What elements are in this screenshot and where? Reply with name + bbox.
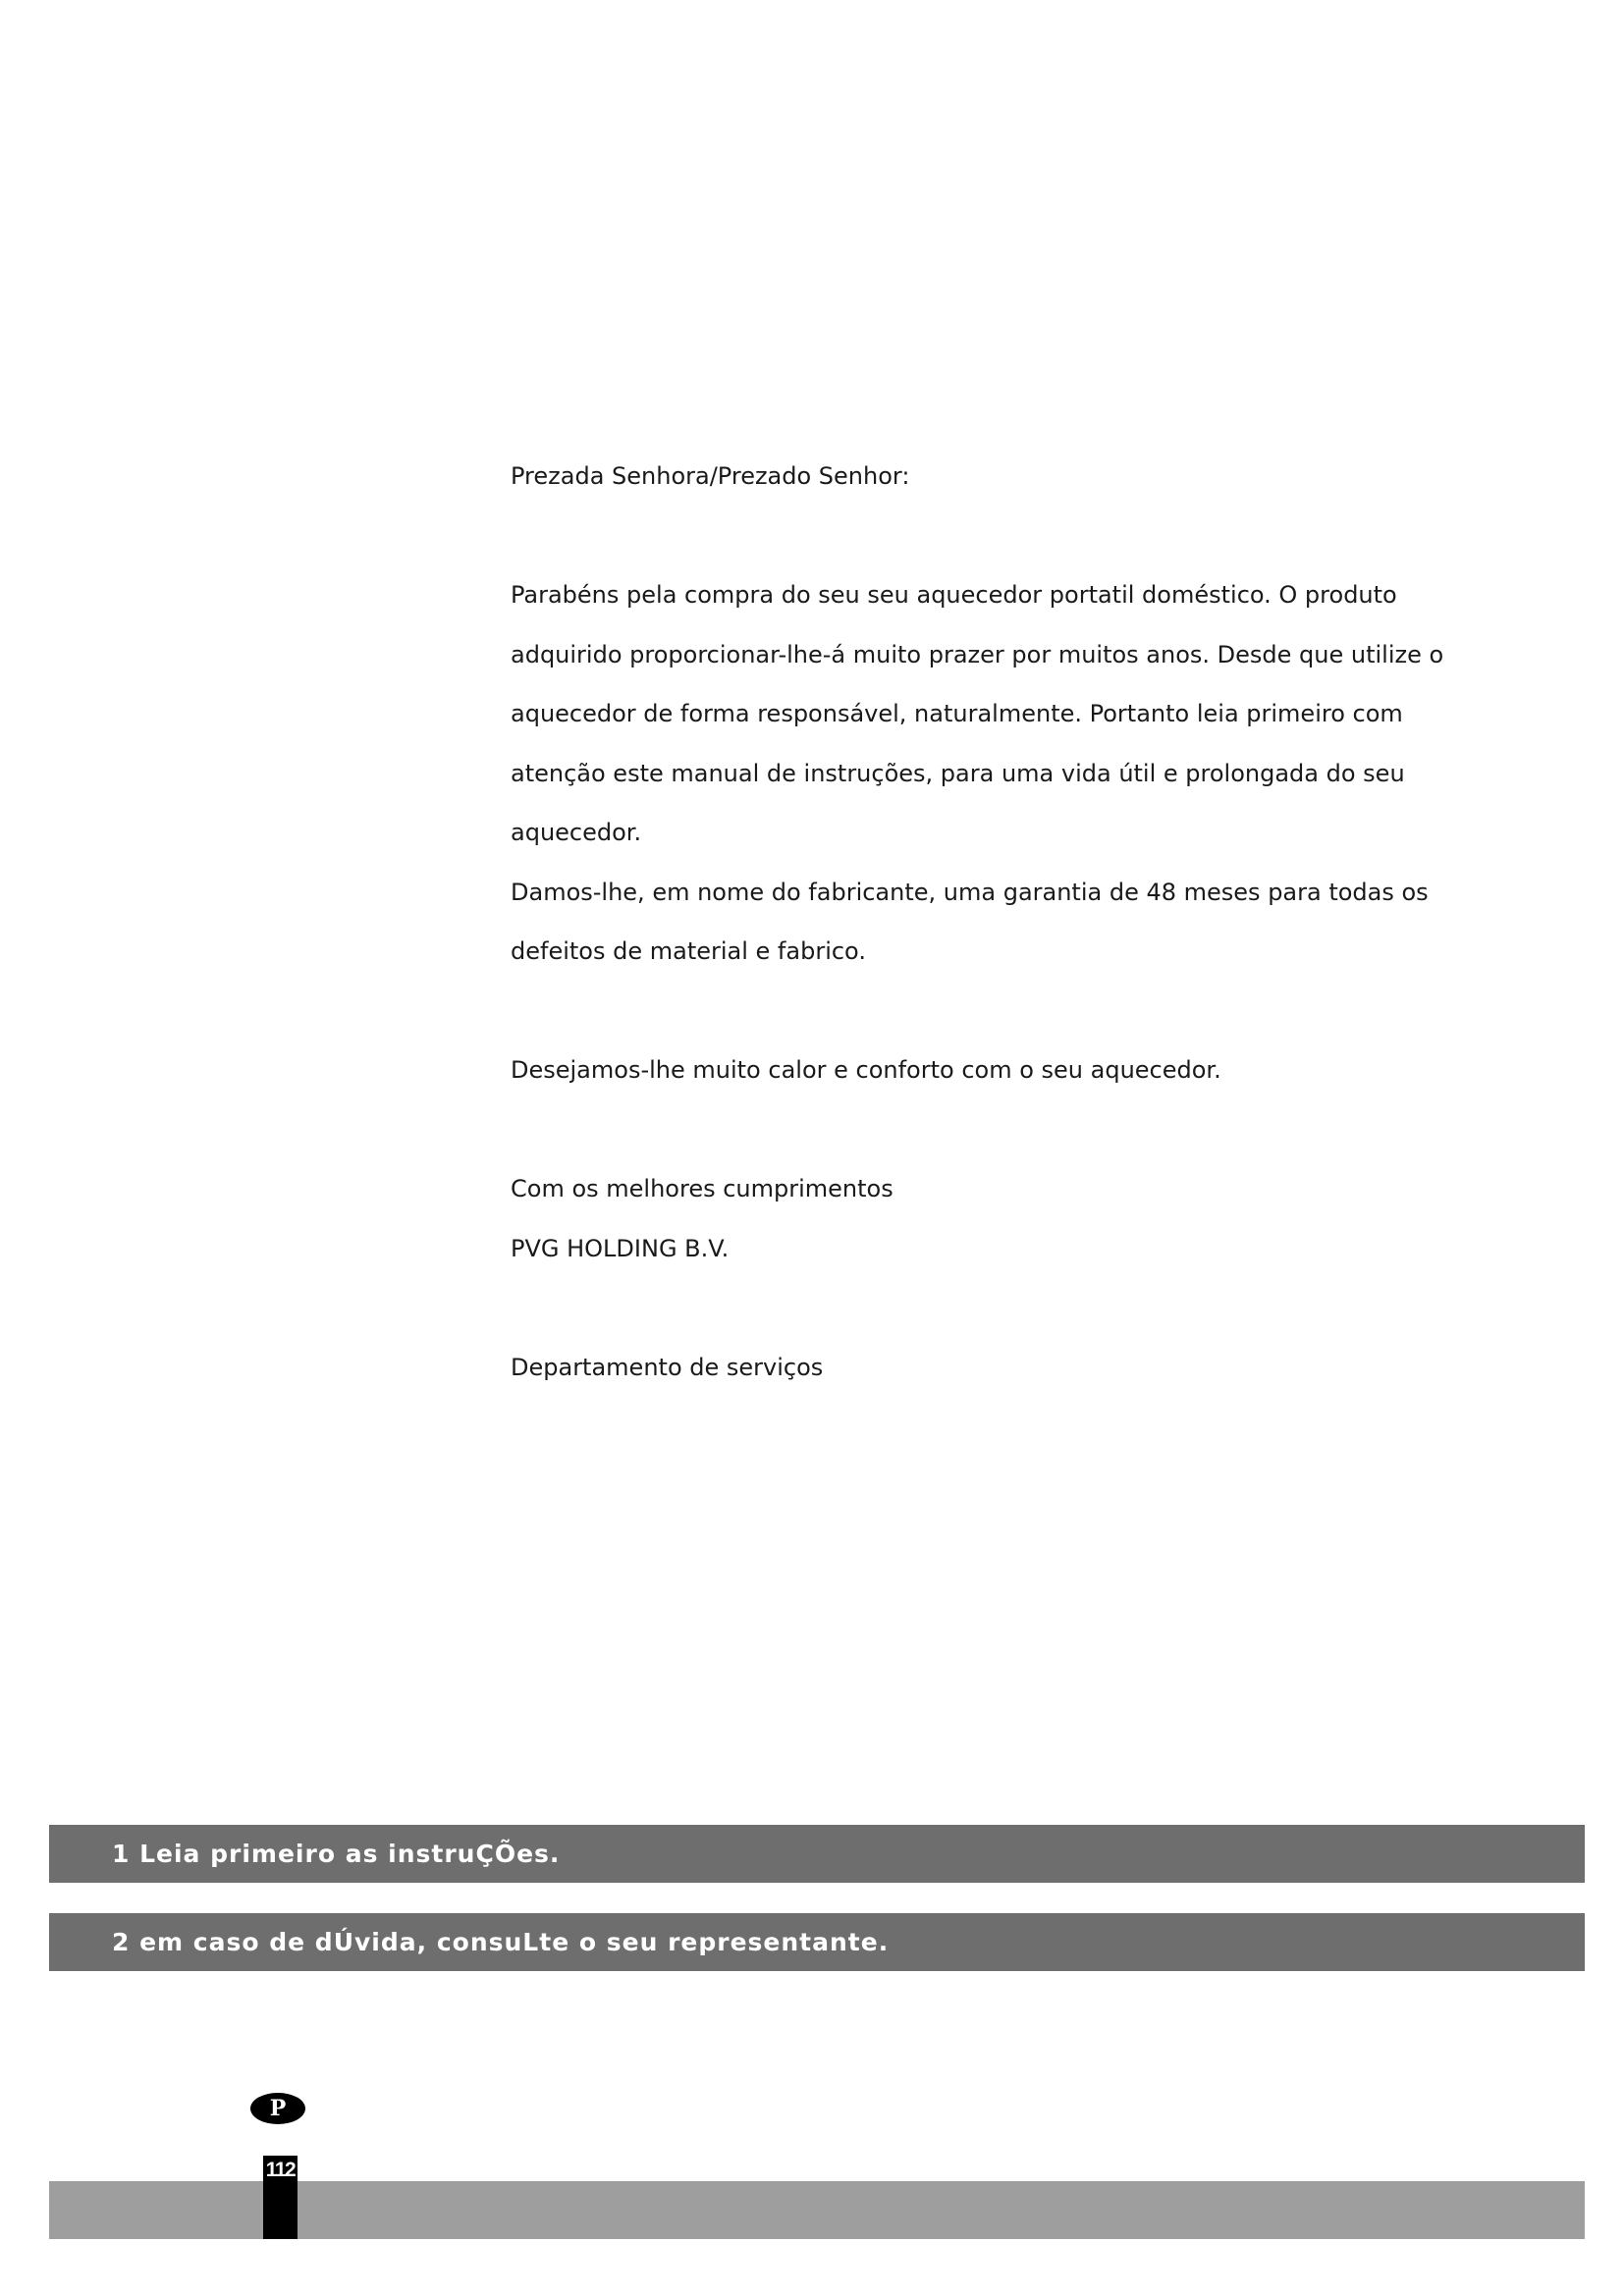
section-heading-2: 2 em caso de dÚvida, consuLte o seu representante. <box>49 1913 1585 1971</box>
page-number: 112 <box>265 2159 296 2181</box>
paragraph-line: Parabéns pela compra do seu seu aquecedor portatil doméstico. O produto <box>511 581 1397 609</box>
letter-body <box>511 447 1453 1397</box>
spacer <box>511 982 1453 1041</box>
section-heading-1: 1 Leia primeiro as instruÇÕes. <box>49 1825 1585 1883</box>
paragraph-line: adquirido proporcionar-lhe-á muito prazer por muitos anos. Desde que utilize o <box>511 640 1444 668</box>
spacer <box>511 1278 1453 1338</box>
closing-line: Com os melhores cumprimentos <box>511 1175 893 1202</box>
company-name: PVG HOLDING B.V. <box>511 1234 730 1262</box>
paragraph-line: aquecedor de forma responsável, naturalmente. Portanto leia primeiro com <box>511 700 1403 727</box>
wishes-line: Desejamos-lhe muito calor e conforto com o seu aquecedor. <box>511 1056 1221 1084</box>
paragraph-line: defeitos de material e fabrico. <box>511 937 866 965</box>
spacer <box>511 507 1453 566</box>
language-badge: P <box>250 2093 305 2124</box>
department-name: Departamento de serviços <box>511 1353 824 1381</box>
paragraph-line: Damos-lhe, em nome do fabricante, uma garantia de 48 meses para todas os <box>511 878 1429 906</box>
paragraph-line: aquecedor. <box>511 819 642 846</box>
salutation: Prezada Senhora/Prezado Senhor: <box>511 462 910 490</box>
paragraph-line: atenção este manual de instruções, para uma vida útil e prolongada do seu <box>511 759 1405 787</box>
spacer <box>511 1100 1453 1160</box>
